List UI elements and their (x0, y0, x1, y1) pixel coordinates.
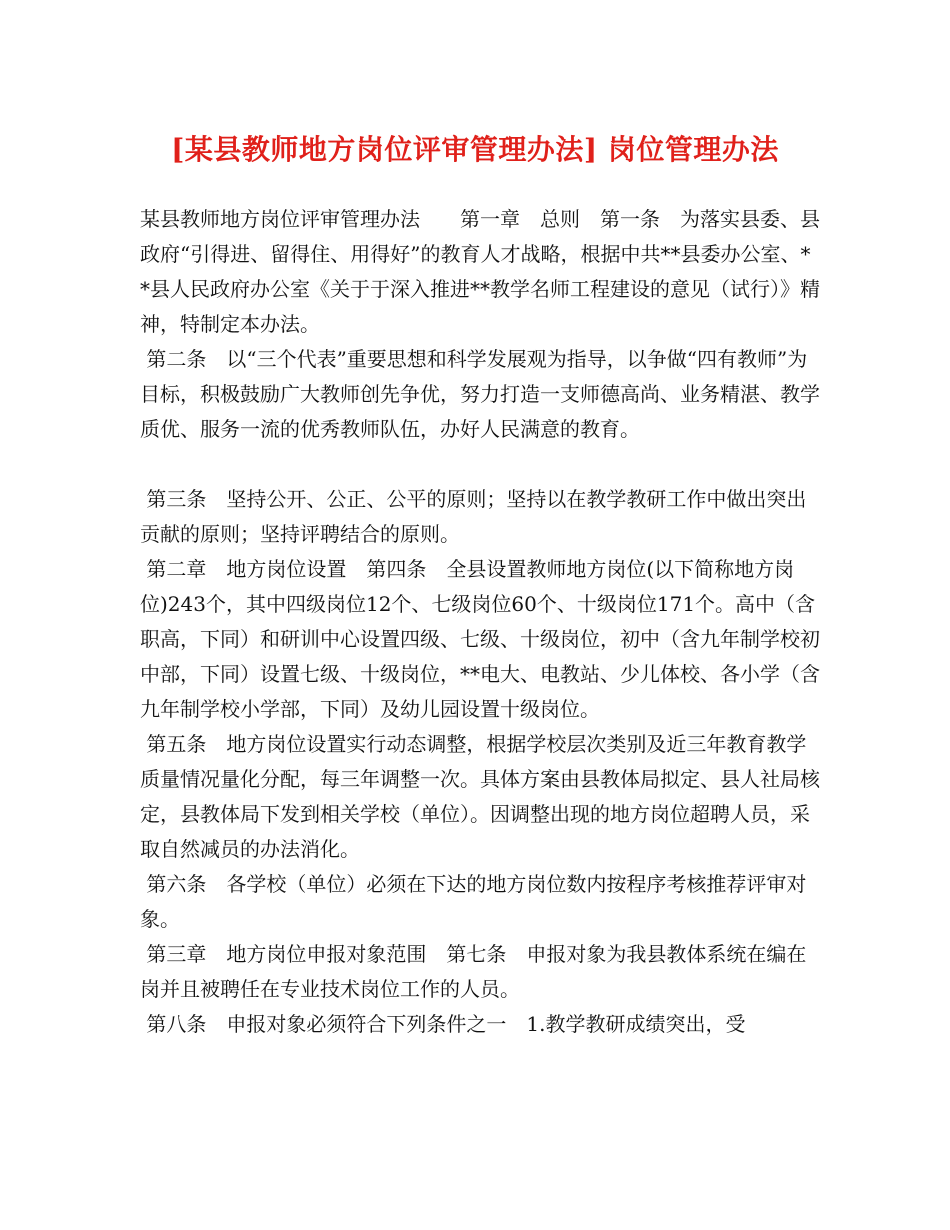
paragraph-article-8: 第八条 申报对象必须符合下列条件之一 1.教学教研成绩突出，受 (140, 1012, 746, 1036)
document-title: [某县教师地方岗位评审管理办法] 岗位管理办法 (171, 133, 779, 166)
paragraph-chapter-2-article-4: 第二章 地方岗位设置 第四条 全县设置教师地方岗位(以下简称地方岗位)243个，其中四级岗位12个、七级岗位60个、十级岗位171个。高中（含职高，下同）和研训中心设置四级、七级、十级岗位，初中（含九年制学校初中部，下同）设置七级、十级岗位，**电大、电教站、少儿体校、各小学（含九年制学校小学部，下同）及幼儿园设置十级岗位。 (140, 557, 820, 721)
paragraph-chapter-3-article-7: 第三章 地方岗位申报对象范围 第七条 申报对象为我县教体系统在编在岗并且被聘任在专业技术岗位工作的人员。 (140, 942, 807, 1001)
paragraph-article-3: 第三条 坚持公开、公正、公平的原则；坚持以在教学教研工作中做出突出贡献的原则；坚持评聘结合的原则。 (140, 487, 807, 546)
document-body (140, 202, 820, 1042)
paragraph-article-5: 第五条 地方岗位设置实行动态调整，根据学校层次类别及近三年教育教学质量情况量化分配，每三年调整一次。具体方案由县教体局拟定、县人社局核定，县教体局下发到相关学校（单位）。因调整出现的地方岗位超聘人员，采取自然减员的办法消化。 (140, 732, 820, 861)
paragraph-article-6: 第六条 各学校（单位）必须在下达的地方岗位数内按程序考核推荐评审对象。 (140, 872, 807, 931)
paragraph-chapter-1-article-1: 某县教师地方岗位评审管理办法 第一章 总则 第一条 为落实县委、县政府“引得进、留得住、用得好”的教育人才战略，根据中共**县委办公室、**县人民政府办公室《关于于深入推进**教学名师工程建设的意见（试行）》精神，特制定本办法。 (140, 207, 820, 336)
paragraph-article-2: 第二条 以“三个代表”重要思想和科学发展观为指导，以争做“四有教师”为目标，积极鼓励广大教师创先争优，努力打造一支师德高尚、业务精湛、教学质优、服务一流的优秀教师队伍，办好人民满意的教育。 (140, 347, 820, 441)
